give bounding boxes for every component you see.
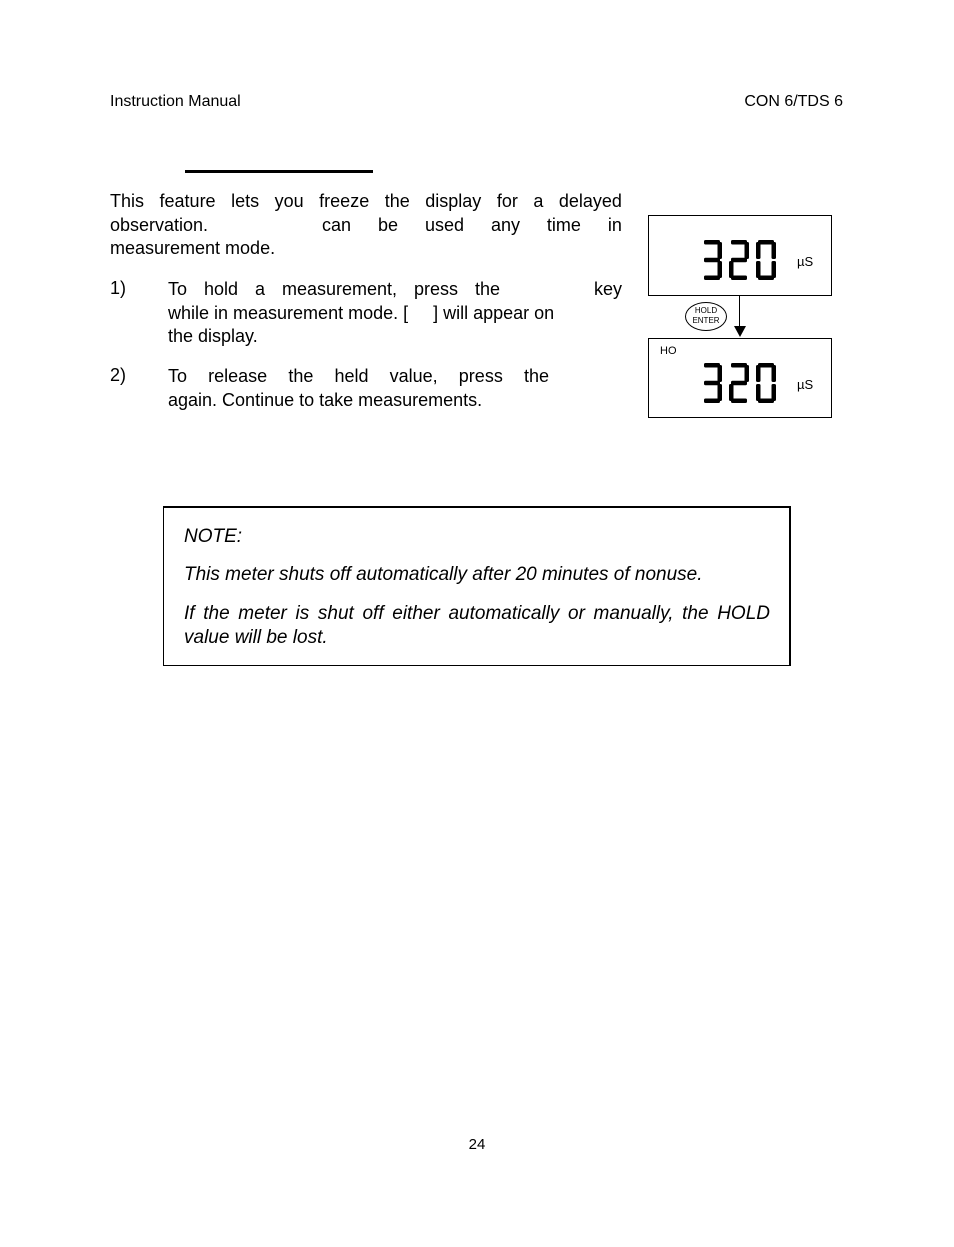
header-left: Instruction Manual [110,93,241,110]
intro-word: observation. [110,214,209,235]
lcd-segment [772,242,777,259]
lcd-segment [745,365,750,382]
word: for [496,191,518,211]
lcd-segment [731,258,747,263]
word: you [274,191,304,211]
note-paragraph-2: If the meter is shut off either automatically or manually, the HOLD value will be lost. [184,603,770,648]
step-2-number: 2) [110,365,127,385]
word: press [458,366,503,386]
intro-paragraph [110,190,622,261]
hold-indicator: HO [660,345,677,357]
word: value, [389,366,438,386]
intro-gap [235,214,295,238]
note-title: NOTE: [184,526,243,547]
intro-word: used [424,214,464,235]
intro-word: time [546,214,581,235]
step-1-line-1 [168,278,622,302]
lcd-segment [704,399,720,404]
intro-word: can [321,214,351,235]
word: the [384,191,410,211]
arrow-line [739,296,740,327]
word: a [533,191,544,211]
lcd-segment [756,384,761,401]
intro-line-1 [110,190,622,214]
word: This [110,191,145,211]
word: feature [159,191,216,211]
lcd-segment [704,258,720,263]
lcd-segment [718,242,723,259]
step-word: To [168,279,188,299]
section-heading-underline [185,170,373,173]
lcd-digits [701,240,781,282]
step-word: hold [203,279,239,299]
step-1-number: 1) [110,278,127,298]
word: display [425,191,482,211]
step-word: a [254,279,265,299]
arrow-down-icon [734,326,746,337]
lcd-segment [756,365,761,382]
lcd-segment [718,365,723,382]
step-2-text [168,365,622,412]
intro-line-3: measurement mode. [110,238,276,258]
step-word: the [474,279,501,299]
lcd-unit: µS [797,377,814,392]
lcd-unit: µS [797,254,814,269]
step-1-text [168,278,622,349]
intro-word: in [607,214,622,235]
lcd-segment [731,276,747,281]
intro-word: be [377,214,398,235]
step-1-line-2: while in measurement mode. [ ] will appear on [168,302,555,323]
lcd-segment [704,381,720,386]
word: To [168,366,188,386]
lcd-segment [731,381,747,386]
lcd-segment [756,261,761,278]
step-2-line-2: again. Continue to take measurements. [168,389,483,410]
page-number: 24 [468,1136,486,1153]
step-word: key [593,279,622,299]
lcd-display-held [648,338,832,418]
lcd-segment [731,399,747,404]
step-gap [517,278,577,302]
lcd-display-normal [648,215,832,296]
intro-line-2 [110,214,622,238]
note-box [163,506,791,666]
lcd-segment [729,384,734,401]
hold-enter-key [685,302,727,331]
lcd-segment [729,261,734,278]
word: the [288,366,314,386]
header-right: CON 6/TDS 6 [744,93,843,110]
word: held [334,366,369,386]
lcd-segment [772,261,777,278]
step-2-line-1 [168,365,549,389]
lcd-segment [772,365,777,382]
intro-word: any [490,214,520,235]
lcd-segment [718,384,723,401]
step-1-line-3: the display. [168,326,258,346]
word: release [208,366,268,386]
note-paragraph-1: This meter shuts off automatically after 20 minutes of nonuse. [184,564,703,585]
word: the [523,366,549,386]
lcd-segment [756,242,761,259]
word: delayed [558,191,622,211]
lcd-digits [701,363,781,405]
lcd-segment [745,242,750,259]
word: lets [231,191,260,211]
lcd-segment [772,384,777,401]
lcd-segment [704,276,720,281]
enter-key-label: ENTER [692,316,720,325]
lcd-segment [718,261,723,278]
step-word: press [414,279,459,299]
hold-key-label: HOLD [694,306,718,315]
step-word: measurement, [281,279,398,299]
word: freeze [319,191,370,211]
